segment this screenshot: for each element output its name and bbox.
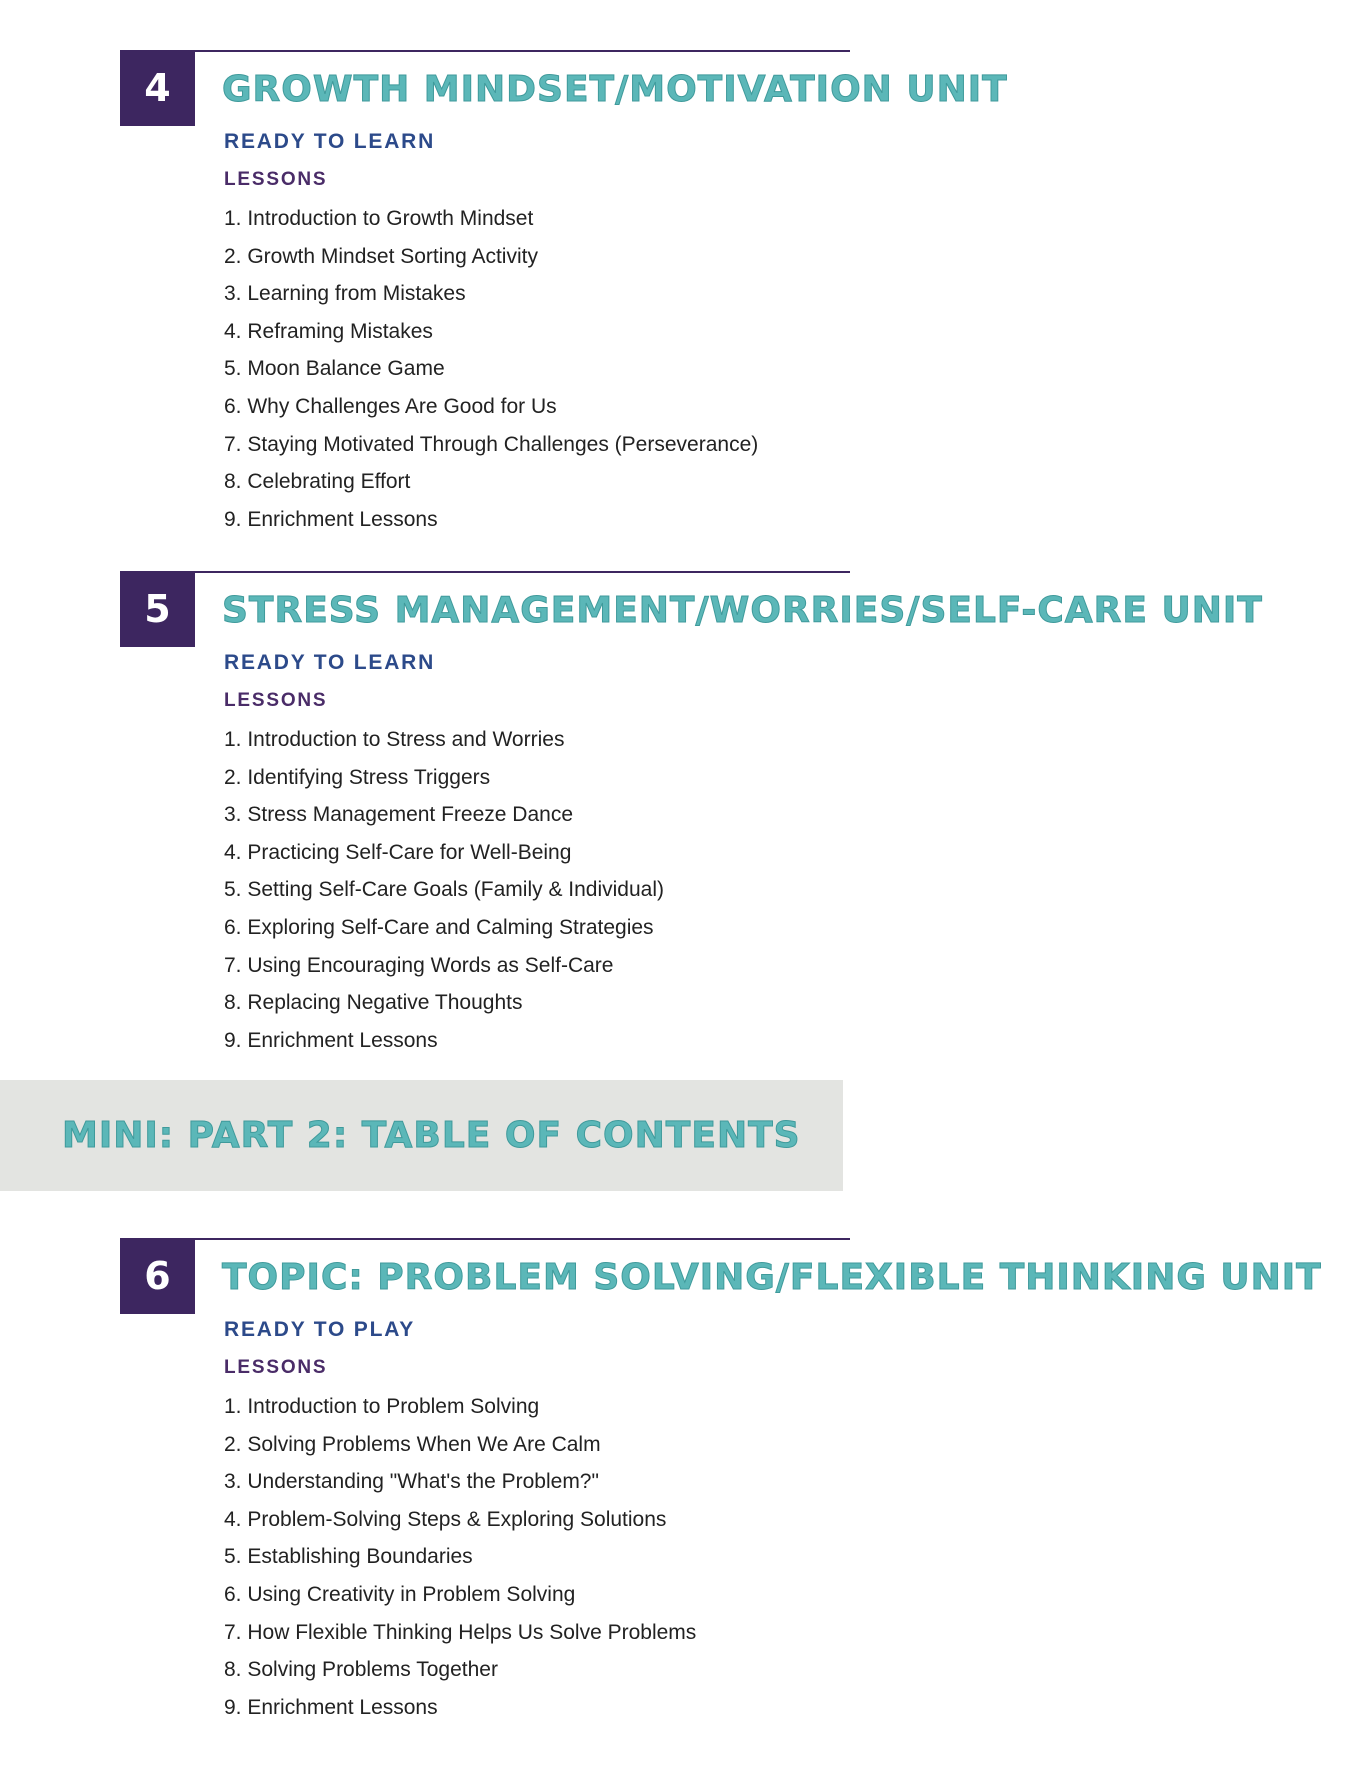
lesson-item: 7. Staying Motivated Through Challenges (Perseverance) bbox=[224, 432, 759, 456]
lesson-item: 4. Reframing Mistakes bbox=[224, 319, 433, 343]
lesson-list bbox=[224, 721, 664, 1059]
unit-number-badge: 4 bbox=[120, 50, 195, 126]
unit-number-badge: 6 bbox=[120, 1238, 195, 1314]
lesson-item: 9. Enrichment Lessons bbox=[224, 1028, 438, 1052]
lessons-heading: LESSONS bbox=[224, 690, 328, 711]
lesson-item: 7. Using Encouraging Words as Self-Care bbox=[224, 953, 614, 977]
unit-title: STRESS MANAGEMENT/WORRIES/SELF-CARE UNIT bbox=[222, 590, 1263, 631]
lesson-item: 9. Enrichment Lessons bbox=[224, 507, 438, 531]
mini-part-2-banner bbox=[0, 1080, 843, 1191]
unit-subtitle: READY TO PLAY bbox=[224, 1318, 416, 1341]
lesson-item: 4. Practicing Self-Care for Well-Being bbox=[224, 840, 572, 864]
unit-divider-line bbox=[120, 571, 850, 573]
lesson-item: 8. Celebrating Effort bbox=[224, 470, 411, 494]
lesson-item: 5. Moon Balance Game bbox=[224, 357, 445, 381]
lesson-item: 4. Problem-Solving Steps & Exploring Solutions bbox=[224, 1507, 667, 1531]
unit-divider-line bbox=[120, 1238, 850, 1240]
unit-divider-line bbox=[120, 50, 850, 52]
lesson-list bbox=[224, 1388, 696, 1726]
lesson-list bbox=[224, 200, 758, 538]
lesson-item: 8. Replacing Negative Thoughts bbox=[224, 991, 523, 1015]
lesson-item: 6. Using Creativity in Problem Solving bbox=[224, 1582, 576, 1606]
lesson-item: 3. Stress Management Freeze Dance bbox=[224, 803, 574, 827]
unit-number-badge: 5 bbox=[120, 571, 195, 647]
unit-title: TOPIC: PROBLEM SOLVING/FLEXIBLE THINKING UNIT bbox=[222, 1257, 1322, 1298]
unit-subtitle: READY TO LEARN bbox=[224, 130, 436, 153]
lesson-item: 8. Solving Problems Together bbox=[224, 1658, 498, 1682]
lessons-heading: LESSONS bbox=[224, 169, 328, 190]
lesson-item: 3. Understanding "What's the Problem?" bbox=[224, 1470, 599, 1494]
lesson-item: 1. Introduction to Stress and Worries bbox=[224, 728, 565, 751]
lesson-item: 5. Setting Self-Care Goals (Family & Individual) bbox=[224, 878, 665, 902]
lessons-heading: LESSONS bbox=[224, 1357, 328, 1378]
lesson-item: 6. Exploring Self-Care and Calming Strategies bbox=[224, 915, 654, 939]
banner-title: MINI: PART 2: TABLE OF CONTENTS bbox=[62, 1115, 801, 1156]
lesson-item: 2. Solving Problems When We Are Calm bbox=[224, 1432, 601, 1456]
lesson-item: 2. Growth Mindset Sorting Activity bbox=[224, 244, 538, 268]
lesson-item: 2. Identifying Stress Triggers bbox=[224, 765, 491, 789]
lesson-item: 5. Establishing Boundaries bbox=[224, 1545, 473, 1569]
lesson-item: 1. Introduction to Growth Mindset bbox=[224, 207, 534, 230]
lesson-item: 6. Why Challenges Are Good for Us bbox=[224, 394, 557, 418]
lesson-item: 1. Introduction to Problem Solving bbox=[224, 1395, 540, 1418]
lesson-item: 3. Learning from Mistakes bbox=[224, 282, 466, 306]
unit-subtitle: READY TO LEARN bbox=[224, 651, 436, 674]
lesson-item: 7. How Flexible Thinking Helps Us Solve Problems bbox=[224, 1620, 697, 1644]
lesson-item: 9. Enrichment Lessons bbox=[224, 1695, 438, 1719]
unit-title: GROWTH MINDSET/MOTIVATION UNIT bbox=[222, 69, 1008, 110]
